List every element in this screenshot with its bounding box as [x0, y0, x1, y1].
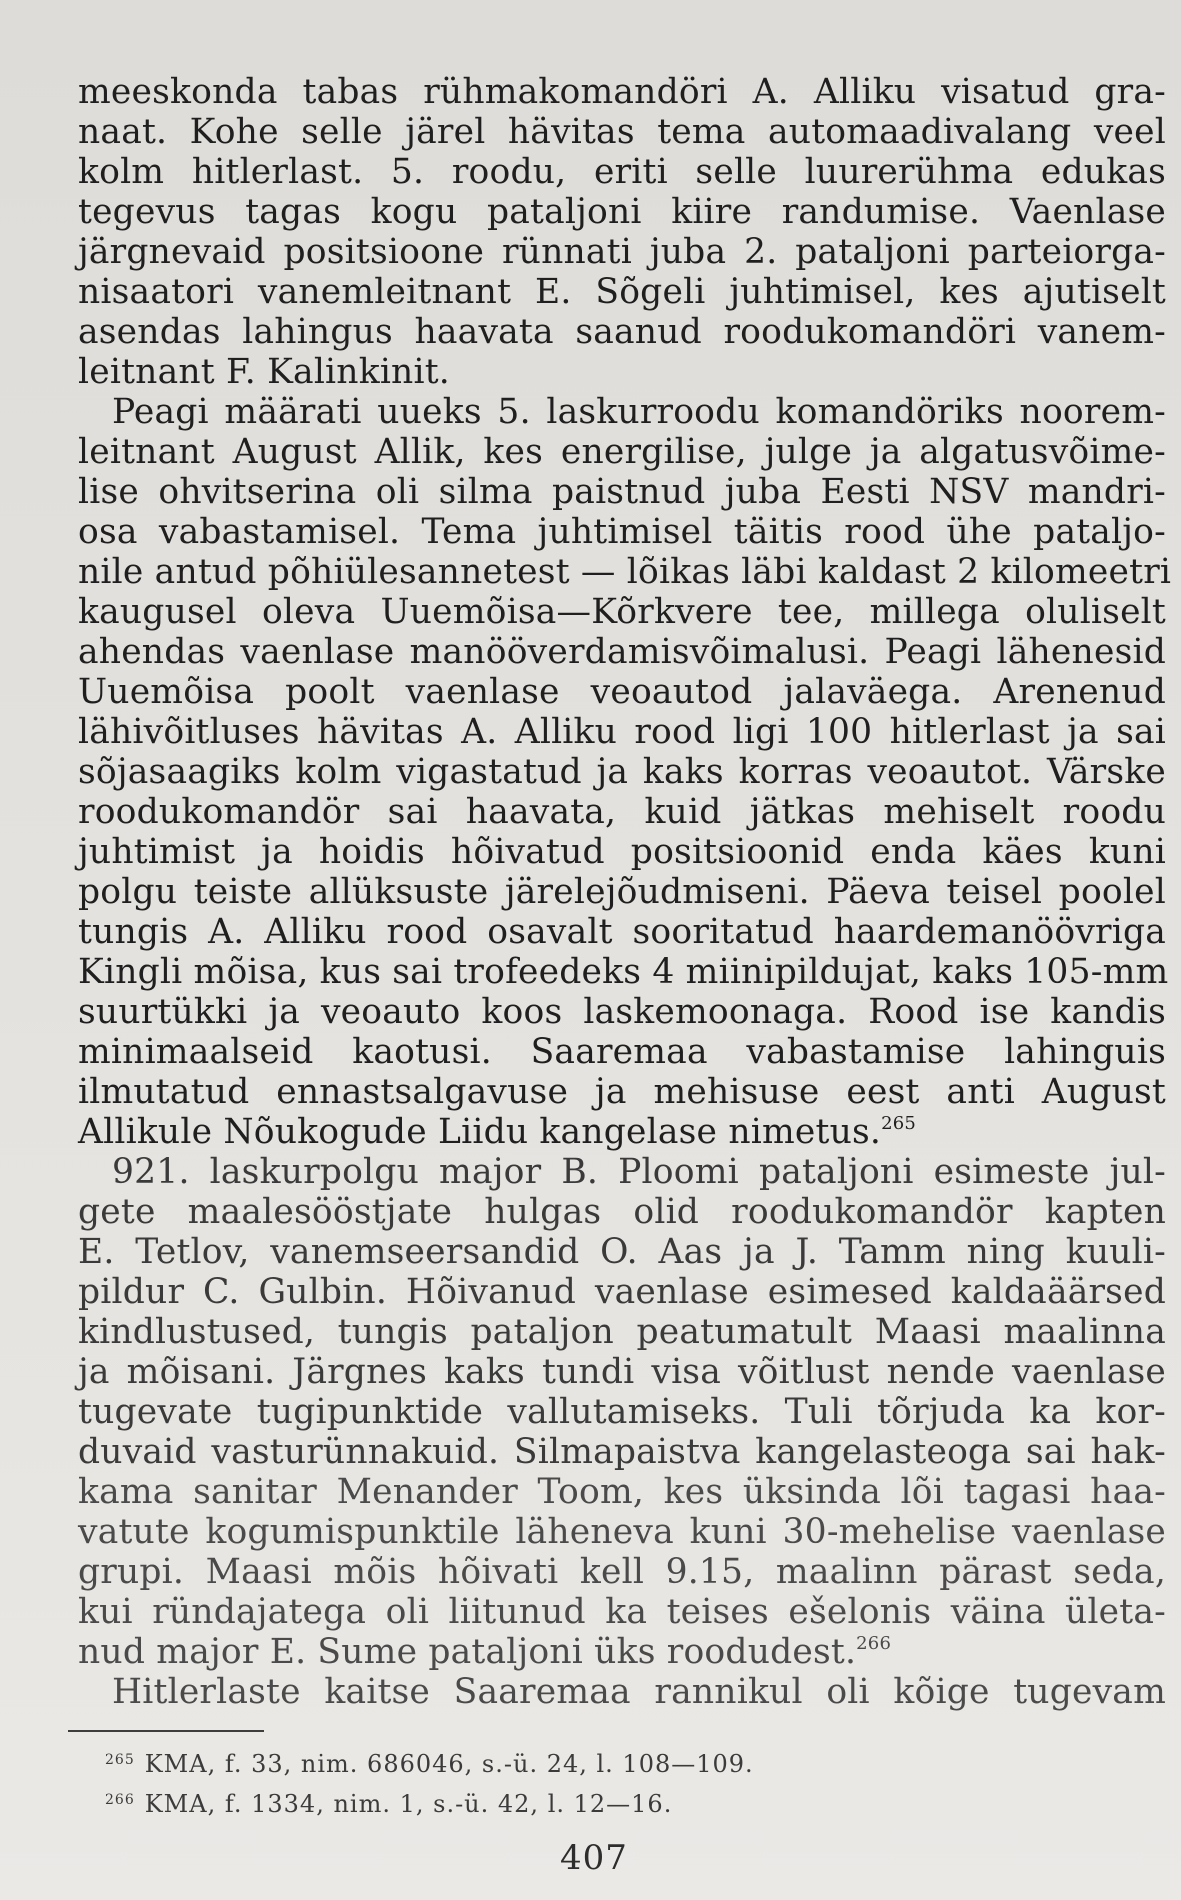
footnote-reference: 266: [856, 1633, 892, 1654]
footnote-reference: 265: [881, 1113, 917, 1134]
text-line: gete maalesööstjate hulgas olid roodukomandör kapten: [78, 1192, 1166, 1232]
text-line: tegevus tagas kogu pataljoni kiire randumise. Vaenlase: [78, 192, 1166, 232]
footnote-number: 266: [105, 1792, 135, 1808]
footnote-divider: [68, 1730, 264, 1732]
text-line: leitnant August Allik, kes energilise, julge ja algatusvõime-: [78, 432, 1166, 472]
text-line: leitnant F. Kalinkinit.: [78, 352, 450, 392]
text-line: nile antud põhiülesannetest — lõikas läbi kaldast 2 kilomeetri: [78, 552, 1172, 592]
text-line: pildur C. Gulbin. Hõivanud vaenlase esimesed kaldaäärsed: [78, 1272, 1166, 1312]
footnotes: [105, 1742, 754, 1822]
page-number: 407: [560, 1838, 628, 1878]
text-line-content: Allikule Nõukogude Liidu kangelase nimetus.: [78, 1112, 882, 1152]
text-line: juhtimist ja hoidis hõivatud positsioonid enda käes kuni: [78, 832, 1166, 872]
footnote: [105, 1782, 754, 1822]
text-line: roodukomandör sai haavata, kuid jätkas mehiselt roodu: [78, 792, 1166, 832]
text-line: järgnevaid positsioone rünnati juba 2. pataljoni parteiorga-: [78, 232, 1166, 272]
text-line: asendas lahingus haavata saanud roodukomandöri vanem-: [78, 312, 1166, 352]
body-text: [78, 72, 1172, 1712]
text-line: meeskonda tabas rühmakomandöri A. Alliku visatud gra-: [78, 72, 1166, 112]
text-line: suurtükki ja veoauto koos laskemoonaga. Rood ise kandis: [78, 992, 1166, 1032]
text-line-content: nud major E. Sume pataljoni üks roodudest.: [78, 1632, 857, 1672]
text-line: Hitlerlaste kaitse Saaremaa rannikul oli kõige tugevam: [112, 1672, 1166, 1712]
text-line: kindlustused, tungis pataljon peatumatult Maasi maalinna: [78, 1312, 1166, 1352]
text-line: Uuemõisa poolt vaenlase veoautod jalaväega. Arenenud: [78, 672, 1166, 712]
footnote-text: KMA, f. 33, nim. 686046, s.-ü. 24, l. 108—109.: [144, 1750, 754, 1778]
text-line: kaugusel oleva Uuemõisa—Kõrkvere tee, millega oluliselt: [78, 592, 1166, 632]
text-line: Kingli mõisa, kus sai trofeedeks 4 miinipildujat, kaks 105-mm: [78, 952, 1169, 992]
text-line: polgu teiste allüksuste järelejõudmiseni. Päeva teisel poolel: [78, 872, 1166, 912]
text-line: tugevate tugipunktide vallutamiseks. Tuli tõrjuda ka kor-: [78, 1392, 1166, 1432]
text-line: kui ründajatega oli liitunud ka teises ešelonis väina ületa-: [78, 1592, 1166, 1632]
text-line: minimaalseid kaotusi. Saaremaa vabastamise lahinguis: [78, 1032, 1166, 1072]
text-line: E. Tetlov, vanemseersandid O. Aas ja J. Tamm ning kuuli-: [78, 1232, 1166, 1272]
text-line: osa vabastamisel. Tema juhtimisel täitis rood ühe pataljo-: [78, 512, 1166, 552]
text-line: kolm hitlerlast. 5. roodu, eriti selle luurerühma edukas: [78, 152, 1166, 192]
text-line: vatute kogumispunktile läheneva kuni 30-mehelise vaenlase: [78, 1512, 1166, 1552]
text-line: lise ohvitserina oli silma paistnud juba Eesti NSV mandri-: [78, 472, 1166, 512]
text-line: naat. Kohe selle järel hävitas tema automaadivalang veel: [78, 112, 1166, 152]
text-line: grupi. Maasi mõis hõivati kell 9.15, maalinn pärast seda,: [78, 1552, 1166, 1592]
text-line: Peagi määrati uueks 5. laskurroodu komandöriks noorem-: [112, 392, 1166, 432]
footnote-text: KMA, f. 1334, nim. 1, s.-ü. 42, l. 12—16.: [144, 1790, 673, 1818]
text-line: ilmutatud ennastsalgavuse ja mehisuse eest anti August: [78, 1072, 1166, 1112]
footnote: [105, 1742, 754, 1782]
text-line: kama sanitar Menander Toom, kes üksinda lõi tagasi haa-: [78, 1472, 1166, 1512]
text-line-with-footnote: [78, 1112, 1166, 1152]
text-line: nisaatori vanemleitnant E. Sõgeli juhtimisel, kes ajutiselt: [78, 272, 1166, 312]
footnote-number: 265: [105, 1752, 135, 1768]
text-line: sõjasaagiks kolm vigastatud ja kaks korras veoautot. Värske: [78, 752, 1166, 792]
text-line-with-footnote: [78, 1632, 1166, 1672]
text-line: 921. laskurpolgu major B. Ploomi pataljoni esimeste jul-: [112, 1152, 1166, 1192]
text-line: ahendas vaenlase manööverdamisvõimalusi. Peagi lähenesid: [78, 632, 1166, 672]
text-line: duvaid vasturünnakuid. Silmapaistva kangelasteoga sai hak-: [78, 1432, 1166, 1472]
text-line: tungis A. Alliku rood osavalt sooritatud haardemanöövriga: [78, 912, 1166, 952]
text-line: ja mõisani. Järgnes kaks tundi visa võitlust nende vaenlase: [78, 1352, 1166, 1392]
text-line: lähivõitluses hävitas A. Alliku rood ligi 100 hitlerlast ja sai: [78, 712, 1166, 752]
